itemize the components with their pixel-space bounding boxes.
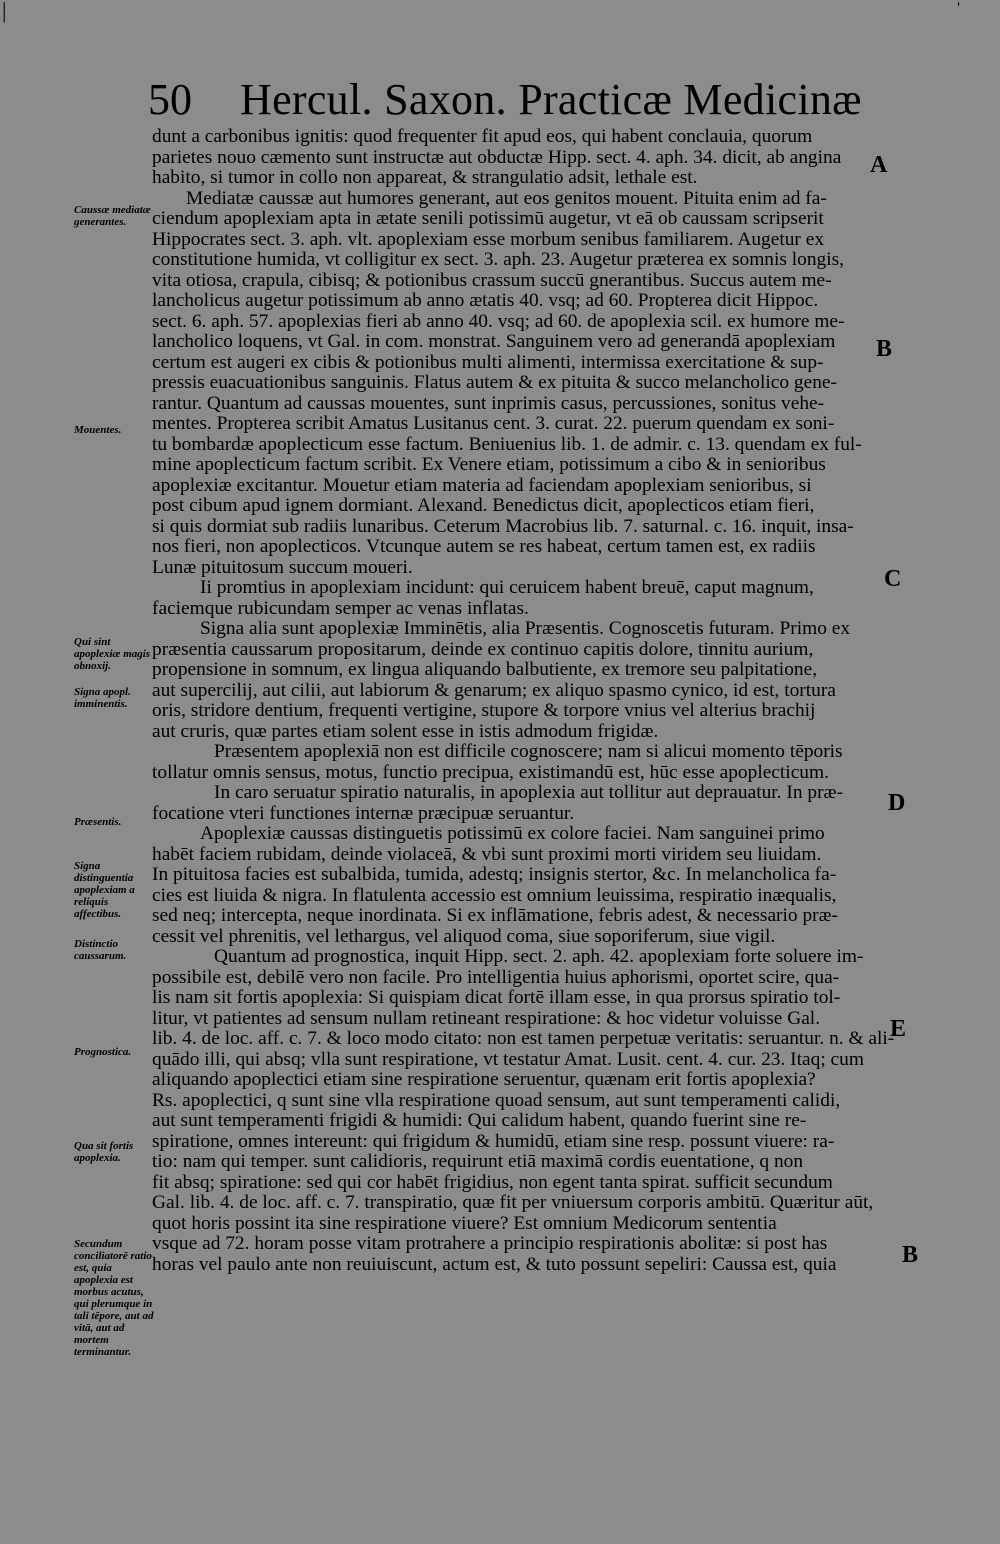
- text-line: In pituitosa facies est subalbida, tumida, adestq; insignis stertor, &c. In melancholica fa-: [152, 865, 837, 885]
- text-line: ciendum apoplexiam apta in ætate senili potissimū augetur, vt eā ob caussam scripserit: [152, 209, 824, 229]
- text-line: lancholico loquens, vt Gal. in com. monstrat. Sanguinem vero ad generandā apoplexiam: [152, 332, 836, 352]
- text-line: oris, stridore dentium, frequenti vertigine, stupore & torpore vnius vel alterius brachij: [152, 701, 816, 721]
- section-letter: B: [902, 1242, 919, 1268]
- page-number: 50: [148, 75, 192, 124]
- text-line: Mediatæ caussæ aut humores generant, aut eos genitos mouent. Pituita enim ad fa-: [186, 188, 827, 209]
- text-line: constitutione humida, vt colligitur ex sect. 3. aph. 23. Augetur præterea ex somnis longis,: [152, 250, 845, 270]
- text-line: Hippocrates sect. 3. aph. vlt. apoplexiam esse morbum senibus familiarem. Augetur ex: [152, 229, 825, 250]
- text-line: Apoplexiæ caussas distinguetis potissimū ex colore faciei. Nam sanguinei primo: [200, 824, 825, 844]
- text-line: Gal. lib. 4. de loc. aff. c. 7. transpiratio, quæ fit per vniuersum corporis ambitū. Quæritur aūt,: [152, 1193, 874, 1213]
- running-title: Hercul. Saxon. Practicæ Medicinæ: [240, 75, 862, 124]
- text-line: nos fieri, non apoplecticos. Vtcunque autem se res habeat, certum tamen est, ex radiis: [152, 537, 816, 557]
- text-line: lib. 4. de loc. aff. c. 7. & loco modo citato: non est tamen perpetuæ veritatis: seruantur. n. & ali-: [152, 1029, 895, 1049]
- margin-note: Qui sint apoplexiæ magis obnoxij.: [74, 636, 151, 672]
- text-line: si quis dormiat sub radiis lunaribus. Ceterum Macrobius lib. 7. saturnal. c. 16. inquit, insa-: [152, 516, 854, 537]
- page-header: [148, 72, 908, 132]
- text-line: tollatur omnis sensus, motus, functio precipua, existimandū est, hūc esse apoplecticum.: [152, 762, 829, 783]
- text-line: In caro seruatur spiratio naturalis, in apoplexia aut tollitur aut deprauatur. In præ-: [214, 783, 843, 803]
- margin-note: Præsentis.: [74, 816, 122, 828]
- text-line: tu bombardæ apoplecticum esse factum. Beniuenius lib. 1. de admir. c. 13. quendam ex ful-: [152, 434, 862, 455]
- text-line: parietes nouo cæmento sunt instructæ aut obductæ Hipp. sect. 4. aph. 34. dicit, ab angina: [152, 147, 842, 168]
- body-text: [152, 127, 907, 1275]
- section-letter: D: [888, 790, 906, 816]
- edge-mark: |: [2, 0, 7, 23]
- margin-note: Mouentes.: [74, 424, 122, 436]
- margin-note: Qua sit fortis apoplexia.: [74, 1140, 134, 1164]
- margin-note: Distinctio caussarum.: [74, 938, 127, 962]
- text-line: certum est augeri ex cibis & potionibus multi alimenti, intermissa exercitatione & sup-: [152, 352, 824, 373]
- section-letter: A: [870, 152, 888, 178]
- text-line: sed neq; intercepta, neque inordinata. Si ex inflāmatione, febris adest, & necessario præ-: [152, 906, 838, 926]
- margin-note: Caussæ mediatæ generantes.: [74, 204, 151, 228]
- text-line: sect. 6. aph. 57. apoplexias fieri ab anno 40. vsq; ad 60. de apoplexia scil. ex humore me-: [152, 311, 845, 332]
- text-line: possibile est, debilē vero non facile. Pro intelligentia huius aphorismi, oportet scire, qua-: [152, 967, 840, 988]
- margin-note: Secundum conciliatorē ratio est, quia apoplexia est morbus acutus, qui plerumque in tali tēpore, aut ad vitā, aut ad mortem terminantur.: [74, 1238, 154, 1358]
- text-line: post cibum apud ignem dormiant. Alexand. Benedictus dicit, apoplecticos etiam fieri,: [152, 496, 815, 516]
- text-line: rantur. Quantum ad caussas mouentes, sunt inprimis casus, percussiones, sonitus vehe-: [152, 393, 825, 414]
- text-line: præsentia caussarum propositarum, deinde ex continuo capitis dolore, tinnitu aurium,: [152, 639, 814, 660]
- text-line: tio: nam qui temper. sunt calidioris, requirunt etiā maximā cordis euentatione, q non: [152, 1152, 804, 1172]
- text-line: cies est liuida & nigra. In flatulenta accessio est omnium leuissima, respiratio inæqualis,: [152, 885, 837, 906]
- section-letter: C: [884, 566, 902, 592]
- text-line: aut sunt temperamenti frigidi & humidi: Qui calidum habent, quando fuerint sine re-: [152, 1111, 807, 1131]
- margin-note: Prognostica.: [74, 1046, 132, 1058]
- text-line: spiratione, omnes intereunt: qui frigidum & humidū, etiam sine resp. possunt viuere: ra-: [152, 1131, 835, 1152]
- text-line: pressis euacuationibus sanguinis. Flatus autem & ex pituita & succo melancholico gene-: [152, 373, 837, 393]
- text-line: fit absq; spiratione: sed qui cor habēt frigidius, non egent tanta spirat. sufficit secundum: [152, 1172, 833, 1193]
- section-letter: B: [876, 336, 893, 362]
- text-line: aut cruris, quæ partes etiam solent esse in istis admodum frigidæ.: [152, 721, 659, 742]
- text-line: mine apoplecticum factum scribit. Ex Venere etiam, potissimum a cibo & in senioribus: [152, 455, 826, 475]
- text-line: Ii promtius in apoplexiam incidunt: qui ceruicem habent breuē, caput magnum,: [200, 578, 814, 598]
- text-line: lancholicus augetur potissimum ab anno ætatis 40. vsq; ad 60. Propterea dicit Hippoc.: [152, 291, 819, 311]
- text-line: quot horis possint ita sine respiratione viuere? Est omnium Medicorum sententia: [152, 1213, 777, 1234]
- text-line: cessit vel phrenitis, vel lethargus, vel aliquod coma, siue soporiferum, siue vigil.: [152, 926, 776, 947]
- text-line: habito, si tumor in collo non appareat, & strangulatio adsit, lethale est.: [152, 168, 698, 188]
- text-line: horas vel paulo ante non reuiuiscunt, actum est, & tuto possunt sepeliri: Caussa est, quia: [152, 1254, 837, 1275]
- text-line: lis nam sit fortis apoplexia: Si quispiam dicat fortē illam esse, in qua prorsus spiratio tol-: [152, 988, 841, 1008]
- text-line: habēt faciem rubidam, deinde violaceā, & vbi sunt proximi morti viridem seu liuidam.: [152, 844, 822, 865]
- text-line: Rs. apoplectici, q sunt sine vlla respiratione quoad sensum, aut sunt temperamenti calidi,: [152, 1090, 841, 1111]
- text-line: Quantum ad prognostica, inquit Hipp. sect. 2. aph. 42. apoplexiam forte soluere im-: [214, 947, 864, 967]
- text-line: faciemque rubicundam semper ac venas inflatas.: [152, 598, 529, 619]
- text-line: vsque ad 72. horam posse vitam protrahere a principio respirationis abolitæ: si post has: [152, 1234, 828, 1254]
- text-line: dunt a carbonibus ignitis: quod frequenter fit apud eos, qui habent conclauia, quorum: [152, 127, 813, 147]
- text-line: propensione in somnum, ex lingua aliquando balbutiente, ex tremore seu palpitatione,: [152, 660, 818, 680]
- text-line: Lunæ pituitosum succum moueri.: [152, 557, 413, 578]
- text-line: vita otiosa, crapula, cibisq; & potionibus crassum succū gnerantibus. Succus autem me-: [152, 270, 832, 291]
- corner-mark: ': [957, 0, 960, 17]
- text-line: quādo illi, qui absq; vlla sunt respiratione, vt testatur Amat. Lusit. cent. 4. cur. 23. Itaq; cum: [152, 1049, 864, 1070]
- text-line: aliquando apoplectici etiam sine respiratione seruentur, quænam erit fortis apoplexia?: [152, 1070, 816, 1090]
- margin-note: Signa apopl. imminentis.: [74, 686, 131, 710]
- section-letter: E: [890, 1016, 907, 1042]
- text-line: mentes. Propterea scribit Amatus Lusitanus cent. 3. curat. 22. puerum quendam ex soni-: [152, 414, 835, 434]
- text-line: litur, vt patientes ad sensum nullam retineant respiratione: & hoc videtur voluisse Gal.: [152, 1008, 821, 1029]
- text-line: Signa alia sunt apoplexiæ Imminētis, alia Præsentis. Cognoscetis futuram. Primo ex: [200, 619, 851, 639]
- text-line: focatione vteri functiones internæ præcipuæ seruantur.: [152, 803, 575, 824]
- margin-note: Signa distinguentia apoplexiam a reliquis affectibus.: [74, 860, 135, 920]
- text-line: Præsentem apoplexiā non est difficile cognoscere; nam si alicui momento tēporis: [214, 742, 843, 762]
- text-line: aut supercilij, aut cilii, aut labiorum & genarum; ex aliquo spasmo cynico, id est, tortura: [152, 680, 836, 701]
- text-line: apoplexiæ excitantur. Mouetur etiam materia ad faciendam apoplexiam senioribus, si: [152, 475, 812, 496]
